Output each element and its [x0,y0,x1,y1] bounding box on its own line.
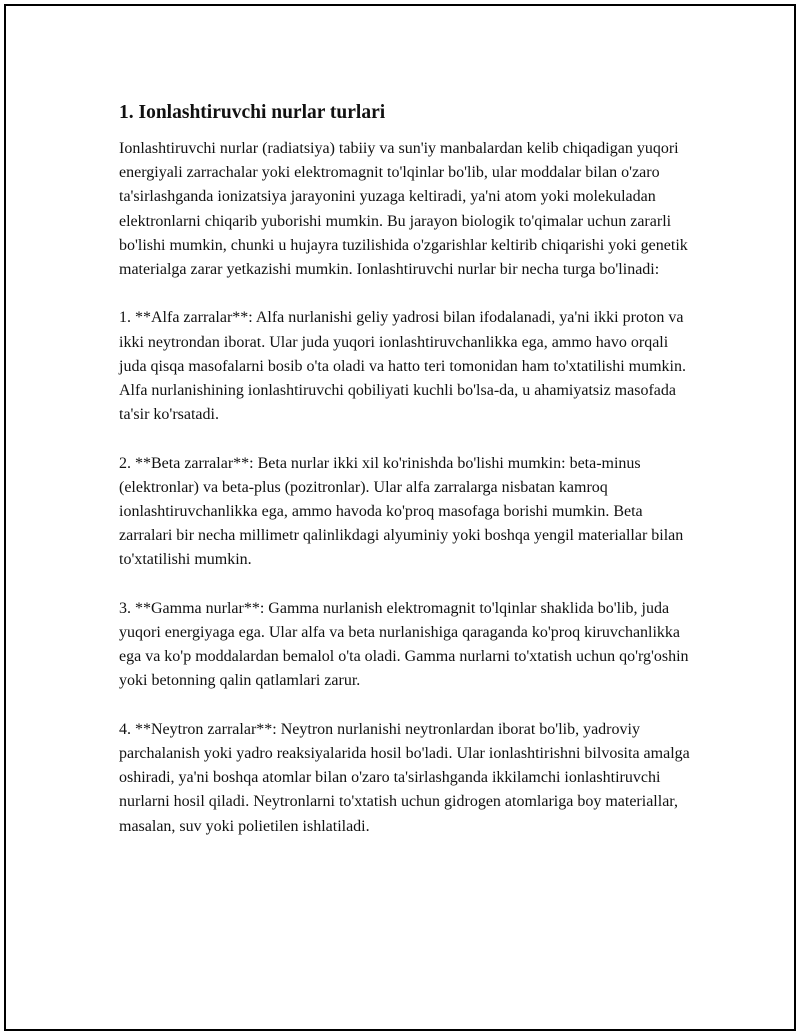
intro-paragraph: Ionlashtiruvchi nurlar (radiatsiya) tabiiy va sun'iy manbalardan kelib chiqadigan yuqori energiyali zarrachalar yoki elektromagnit to'lqinlar bo'lib, ular moddalar bilan o'zaro ta'sirlashganda ionizatsiya jarayonini yuzaga keltiradi, ya'ni atom yoki molekuladan elektronlarni chiqarib yuborishi mumkin. Bu jarayon biologik to'qimalar uchun zararli bo'lishi mumkin, chunki u hujayra tuzilishida o'zgarishlar keltirib chiqarishi yoki genetik materialga zarar yetkazishi mumkin. Ionlashtiruvchi nurlar bir necha turga bo'linadi: [119,140,688,279]
alpha-paragraph: 1. **Alfa zarralar**: Alfa nurlanishi geliy yadrosi bilan ifodalanadi, ya'ni ikki proton va ikki neytrondan iborat. Ular juda yuqori ionlashtiruvchanlikka ega, ammo havo orqali juda qisqa masofalarni bosib o'ta oladi va hatto teri tomonidan ham to'xtatilishi mumkin. Alfa nurlanishining ionlashtiruvchi qobiliyati kuchli bo'lsa-da, u ahamiyatsiz masofada ta'sir ko'rsatadi. [119,309,686,424]
gamma-paragraph: 3. **Gamma nurlar**: Gamma nurlanish elektromagnit to'lqinlar shaklida bo'lib, juda yuqori energiyaga ega. Ular alfa va beta nurlanishiga qaraganda ko'proq kiruvchanlikka ega va ko'p moddalardan bemalol o'ta oladi. Gamma nurlarni to'xtatish uchun qo'rg'oshin yoki betonning qalin qatlamlari zarur. [119,599,689,690]
document-body [119,100,699,863]
neutron-paragraph: 4. **Neytron zarralar**: Neytron nurlanishi neytronlardan iborat bo'lib, yadroviy parchalanish yoki yadro reaksiyalarida hosil bo'ladi. Ular ionlashtirishni bilvosita amalga oshiradi, ya'ni boshqa atomlar bilan o'zaro ta'sirlashganda ikkilamchi ionlashtiruvchi nurlarni hosil qiladi. Neytronlarni to'xtatish uchun gidrogen atomlariga boy materiallar, masalan, suv yoki polietilen ishlatiladi. [119,720,690,835]
page-frame [4,4,796,1031]
section-heading: 1. Ionlashtiruvchi nurlar turlari [119,102,386,123]
beta-paragraph: 2. **Beta zarralar**: Beta nurlar ikki xil ko'rinishda bo'lishi mumkin: beta-minus (elektronlar) va beta-plus (pozitronlar). Ular alfa zarralarga nisbatan kamroq ionlashtiruvchanlikka ega, ammo havoda ko'proq masofaga borishi mumkin. Beta zarralari bir necha millimetr qalinlikdagi alyuminiy yoki boshqa yengil materiallar bilan to'xtatilishi mumkin. [119,454,684,569]
